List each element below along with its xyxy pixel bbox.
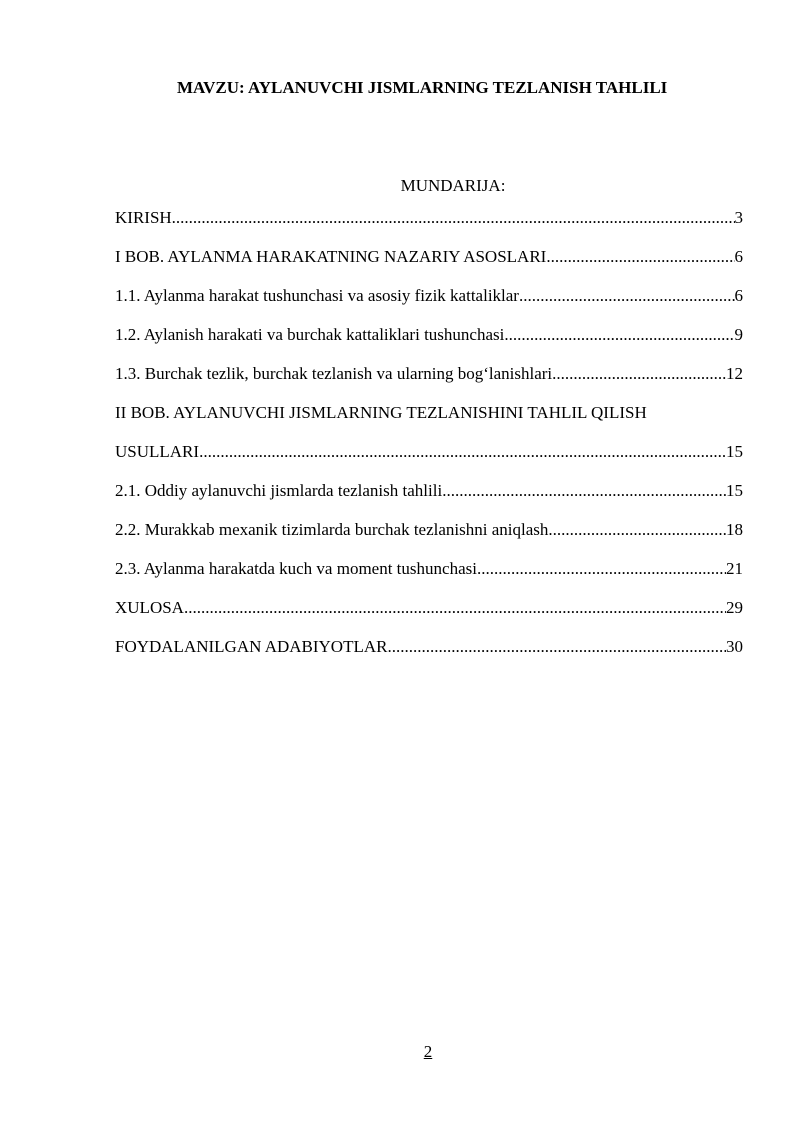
toc-entry-text: FOYDALANILGAN ADABIYOTLAR bbox=[115, 635, 387, 659]
toc-entry-text: KIRISH bbox=[115, 206, 172, 230]
toc-entry-2-2[interactable] bbox=[115, 518, 743, 542]
toc-entry-chapter-1[interactable] bbox=[115, 245, 743, 269]
toc-leader-dots bbox=[387, 635, 726, 659]
toc-entry-xulosa[interactable] bbox=[115, 596, 743, 620]
toc-entry-1-1[interactable] bbox=[115, 284, 743, 308]
toc-leader-dots bbox=[477, 557, 726, 581]
toc-entry-text: I BOB. AYLANMA HARAKATNING NAZARIY ASOSLARI bbox=[115, 245, 546, 269]
toc-entry-adabiyotlar[interactable] bbox=[115, 635, 743, 659]
toc-entry-page: 18 bbox=[726, 520, 743, 539]
toc-entry-page: 30 bbox=[726, 637, 743, 656]
toc-leader-dots bbox=[552, 362, 726, 386]
document-title: MAVZU: AYLANUVCHI JISMLARNING TEZLANISH TAHLILI bbox=[177, 78, 668, 97]
toc-entry-text: 2.2. Murakkab mexanik tizimlarda burchak tezlanishni aniqlash bbox=[115, 518, 548, 542]
toc-leader-dots bbox=[546, 245, 734, 269]
toc-entry-text: USULLARI bbox=[115, 440, 199, 464]
toc-leader-dots bbox=[199, 440, 726, 464]
toc-entry-text-line1: II BOB. AYLANUVCHI JISMLARNING TEZLANISHINI TAHLIL QILISH bbox=[115, 403, 647, 422]
toc-entry-text: 1.2. Aylanish harakati va burchak kattaliklari tushunchasi bbox=[115, 323, 504, 347]
toc-entry-1-2[interactable] bbox=[115, 323, 743, 347]
toc-entry-page: 3 bbox=[734, 208, 743, 227]
toc-entry-text: 1.1. Aylanma harakat tushunchasi va asosiy fizik kattaliklar bbox=[115, 284, 519, 308]
toc-entry-page: 9 bbox=[734, 325, 743, 344]
toc-entry-kirish[interactable] bbox=[115, 206, 743, 230]
toc-entry-text: 1.3. Burchak tezlik, burchak tezlanish va ularning bog‘lanishlari bbox=[115, 362, 552, 386]
toc-entry-text: 2.3. Aylanma harakatda kuch va moment tushunchasi bbox=[115, 557, 477, 581]
toc-entry-2-1[interactable] bbox=[115, 479, 743, 503]
toc-entry-page: 6 bbox=[734, 286, 743, 305]
toc-entry-page: 15 bbox=[726, 442, 743, 461]
toc-entry-page: 21 bbox=[726, 559, 743, 578]
toc-entry-page: 15 bbox=[726, 481, 743, 500]
toc-entry-page: 12 bbox=[726, 364, 743, 383]
toc-entry-page: 29 bbox=[726, 598, 743, 617]
toc-leader-dots bbox=[548, 518, 726, 542]
toc-leader-dots bbox=[184, 596, 726, 620]
page-number: 2 bbox=[423, 1042, 433, 1061]
toc-leader-dots bbox=[504, 323, 734, 347]
table-of-contents bbox=[115, 206, 743, 674]
toc-entry-chapter-2[interactable] bbox=[115, 401, 743, 464]
toc-entry-text: XULOSA bbox=[115, 596, 184, 620]
toc-entry-2-3[interactable] bbox=[115, 557, 743, 581]
toc-leader-dots bbox=[172, 206, 735, 230]
toc-entry-1-3[interactable] bbox=[115, 362, 743, 386]
toc-leader-dots bbox=[442, 479, 726, 503]
toc-heading: MUNDARIJA: bbox=[400, 176, 506, 195]
toc-entry-text: 2.1. Oddiy aylanuvchi jismlarda tezlanish tahlili bbox=[115, 479, 442, 503]
toc-leader-dots bbox=[519, 284, 735, 308]
toc-entry-page: 6 bbox=[734, 247, 743, 266]
